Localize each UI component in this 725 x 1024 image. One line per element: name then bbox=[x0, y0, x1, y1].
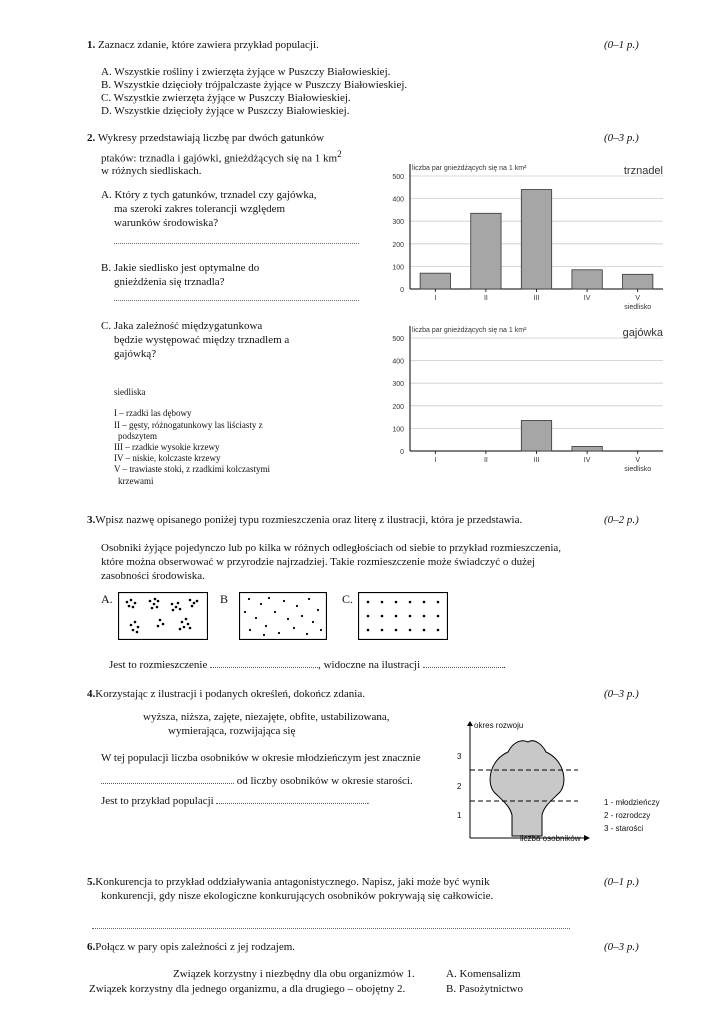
q3-number: 3. bbox=[87, 514, 96, 526]
uniform-dot bbox=[367, 615, 370, 618]
q3-answer-mid: , widoczne na ilustracji bbox=[318, 659, 421, 671]
x-axis-label: siedlisko bbox=[624, 304, 652, 311]
q2-number: 2. bbox=[87, 132, 96, 144]
q5-answer-field[interactable] bbox=[92, 928, 570, 929]
q2-a-line1: A. Który z tych gatunków, trznadel czy gajówka, bbox=[101, 189, 317, 201]
uniform-dot bbox=[367, 629, 370, 632]
bar-V bbox=[623, 274, 653, 289]
y-tick-label: 200 bbox=[392, 241, 404, 249]
illustration-letter-field[interactable] bbox=[423, 658, 503, 668]
uniform-dot bbox=[409, 615, 412, 618]
q6-text: Połącz w pary opis zależności z jej rodzajem. bbox=[95, 941, 296, 953]
x-tick-label: V bbox=[635, 295, 641, 302]
uniform-dot bbox=[395, 601, 398, 604]
uniform-dot bbox=[437, 601, 440, 604]
y-tick-label: 100 bbox=[392, 426, 404, 434]
q3-points: (0–2 p.) bbox=[604, 514, 639, 526]
q5-text1: Konkurencja to przykład oddziaływania antagonistycznego. Napisz, jaki może być wynik bbox=[95, 876, 490, 888]
q2-intro3: w różnych siedliskach. bbox=[101, 165, 202, 177]
q2-points: (0–3 p.) bbox=[604, 132, 639, 144]
x-tick-label: III bbox=[533, 457, 540, 464]
q6-points: (0–3 p.) bbox=[604, 941, 639, 953]
q1-points: (0–1 p.) bbox=[604, 39, 639, 51]
x-tick-label: IV bbox=[583, 295, 591, 302]
x-tick-label: I bbox=[434, 295, 437, 302]
q4-blank-1[interactable] bbox=[101, 774, 234, 784]
x-tick-label: V bbox=[635, 457, 641, 464]
q1-option-c[interactable]: C. Wszystkie zwierzęta żyjące w Puszczy Białowieskiej. bbox=[101, 92, 351, 104]
q4-sentence-2 bbox=[101, 774, 413, 787]
y-tick-label: 500 bbox=[392, 174, 404, 181]
habitat-legend-1: I – rzadki las dębowy bbox=[114, 408, 192, 418]
q3-answer-line bbox=[109, 658, 506, 671]
q4-points: (0–3 p.) bbox=[604, 688, 639, 700]
q2-intro2: ptaków: trznadla i gajówki, gnieżdżących się na 1 km bbox=[101, 152, 338, 165]
age-legend-1: 1 - młodzieńczy bbox=[604, 798, 660, 807]
x-axis-label: siedlisko bbox=[624, 466, 652, 473]
illustration-label-b: B bbox=[220, 592, 229, 606]
chart-trznadel bbox=[375, 158, 675, 313]
chart-title: trznadel bbox=[623, 165, 663, 177]
x-tick-label: II bbox=[483, 295, 488, 302]
q2-b-answer-field[interactable] bbox=[114, 300, 359, 301]
q2-b-line1: B. Jakie siedlisko jest optymalne do bbox=[101, 262, 260, 274]
q3-answer-end: . bbox=[502, 659, 506, 671]
q4-sentence-3 bbox=[101, 794, 369, 807]
bar-IV bbox=[572, 270, 602, 289]
uniform-dot bbox=[423, 615, 426, 618]
q2-a-line2: ma szeroki zakres tolerancji względem bbox=[114, 203, 286, 215]
level-3: 3 bbox=[457, 752, 462, 761]
uniform-dot bbox=[395, 629, 398, 632]
q2-sup: 2 bbox=[337, 149, 342, 159]
q2-c-line2: będzie występować między trznadlem a bbox=[114, 334, 290, 346]
q6-left-1[interactable]: Związek korzystny i niezbędny dla obu organizmów 1. bbox=[173, 968, 415, 980]
y-axis-label: liczba par gnieżdżących się na 1 km² bbox=[412, 165, 527, 172]
q3-text: Wpisz nazwę opisanego poniżej typu rozmieszczenia oraz literę z ilustracji, która je przedstawia. bbox=[95, 514, 523, 526]
q6-left-2[interactable]: Związek korzystny dla jednego organizmu, a dla drugiego – obojętny 2. bbox=[89, 983, 406, 995]
uniform-dot bbox=[409, 601, 412, 604]
y-tick-label: 0 bbox=[400, 449, 404, 456]
y-tick-label: 500 bbox=[392, 336, 404, 343]
q3-header bbox=[87, 514, 522, 526]
y-tick-label: 0 bbox=[400, 287, 404, 294]
y-tick-label: 300 bbox=[392, 219, 404, 227]
q6-number: 6. bbox=[87, 941, 96, 953]
q2-b-line2: gnieżdżenia się trznadla? bbox=[114, 276, 225, 288]
q4-number: 4. bbox=[87, 688, 96, 700]
habitat-legend-5b: krzewami bbox=[118, 476, 154, 486]
uniform-dot bbox=[367, 601, 370, 604]
habitat-legend-2b: podszytem bbox=[118, 431, 157, 441]
q2-intro1: Wykresy przedstawiają liczbę par dwóch gatunków bbox=[97, 132, 325, 144]
age-legend-2: 2 - rozrodczy bbox=[604, 811, 651, 820]
uniform-dot bbox=[437, 615, 440, 618]
population-age-chart bbox=[450, 720, 605, 850]
y-tick-label: 300 bbox=[392, 381, 404, 389]
illustration-a-clumped bbox=[118, 592, 208, 640]
population-shape bbox=[490, 741, 564, 836]
uniform-dot bbox=[423, 601, 426, 604]
distribution-type-field[interactable] bbox=[210, 658, 318, 668]
bar-III bbox=[521, 190, 551, 289]
habitat-legend-2: II – gęsty, różnogatunkowy las liściasty z bbox=[114, 420, 263, 430]
q4-s3-end: . bbox=[366, 795, 370, 807]
y-tick-label: 400 bbox=[392, 358, 404, 366]
q6-right-b[interactable]: B. Pasożytnictwo bbox=[446, 983, 523, 995]
illustration-label-c: C. bbox=[342, 592, 354, 606]
q1-option-b[interactable]: B. Wszystkie dzięcioły trójpalczaste żyjące w Puszczy Białowieskiej. bbox=[101, 79, 408, 91]
y-tick-label: 100 bbox=[392, 264, 404, 272]
chart-ylabel-okres: okres rozwoju bbox=[474, 721, 524, 730]
q6-header bbox=[87, 941, 295, 953]
q5-points: (0–1 p.) bbox=[604, 876, 639, 888]
q1-number: 1. bbox=[87, 39, 96, 51]
q2-c-line3: gajówką? bbox=[114, 348, 157, 360]
q4-s3-text: Jest to przykład populacji bbox=[101, 795, 214, 807]
bar-II bbox=[471, 213, 501, 289]
habitat-legend-4: IV – niskie, kolczaste krzewy bbox=[114, 453, 221, 463]
age-legend-3: 3 - starości bbox=[604, 824, 644, 833]
q4-words-2: wymierająca, rozwijająca się bbox=[168, 725, 296, 737]
q2-intro-line1 bbox=[87, 132, 324, 144]
q5-line1 bbox=[87, 876, 490, 888]
q4-words-1: wyższa, niższa, zajęte, niezajęte, obfite, ustabilizowana, bbox=[143, 711, 390, 723]
uniform-dot bbox=[381, 601, 384, 604]
q3-desc-3: zasobności środowiska. bbox=[101, 570, 205, 582]
habitat-legend-title: siedliska bbox=[114, 387, 146, 397]
q4-text: Korzystając z ilustracji i podanych określeń, dokończ zdania. bbox=[95, 688, 365, 700]
q4-sentence-1: W tej populacji liczba osobników w okresie młodzieńczym jest znacznie bbox=[101, 752, 421, 764]
habitat-legend-3: III – rzadkie wysokie krzewy bbox=[114, 442, 220, 452]
illustration-b-random bbox=[239, 592, 327, 640]
bar-I bbox=[420, 273, 450, 289]
uniform-dot bbox=[423, 629, 426, 632]
q3-desc-1: Osobniki żyjące pojedynczo lub po kilka w różnych odległościach od siebie to przykład rozmieszczenia, bbox=[101, 542, 562, 554]
q6-right-a[interactable]: A. Komensalizm bbox=[446, 968, 521, 980]
x-tick-label: IV bbox=[583, 457, 591, 464]
level-2: 2 bbox=[457, 782, 462, 791]
q2-c-line1: C. Jaka zależność międzygatunkowa bbox=[101, 320, 263, 332]
chart-xlabel-liczba: liczba osobników bbox=[520, 834, 581, 843]
q3-desc-2: które można obserwować w przyrodzie najrzadziej. Takie rozmieszczenie może świadczyć o dużej bbox=[101, 556, 535, 568]
q2-intro-line2 bbox=[101, 149, 342, 165]
y-axis-label: liczba par gnieżdżących się na 1 km² bbox=[412, 327, 527, 334]
q1-text: Zaznacz zdanie, które zawiera przykład populacji. bbox=[98, 39, 319, 51]
q4-header bbox=[87, 688, 365, 700]
x-tick-label: I bbox=[434, 457, 437, 464]
q1-option-d[interactable]: D. Wszystkie dzięcioły żyjące w Puszczy Białowieskiej. bbox=[101, 105, 350, 117]
x-tick-label: III bbox=[533, 295, 540, 302]
q4-s2-text: od liczby osobników w okresie starości. bbox=[236, 775, 413, 787]
habitat-legend-5: V – trawiaste stoki, z rzadkimi kolczastymi bbox=[114, 464, 271, 474]
q4-blank-2[interactable] bbox=[216, 794, 366, 804]
illustration-label-a: A. bbox=[101, 592, 113, 606]
q2-a-answer-field[interactable] bbox=[114, 243, 359, 244]
bar-III bbox=[521, 420, 551, 451]
illustration-c-uniform bbox=[358, 592, 448, 640]
uniform-dot bbox=[437, 629, 440, 632]
q5-number: 5. bbox=[87, 876, 96, 888]
uniform-dot bbox=[381, 629, 384, 632]
chart-gajowka bbox=[375, 320, 675, 475]
uniform-dot bbox=[381, 615, 384, 618]
y-tick-label: 400 bbox=[392, 196, 404, 204]
level-1: 1 bbox=[457, 811, 462, 820]
q5-text2: konkurencji, gdy nisze ekologiczne konkurujących osobników pokrywają się całkowicie. bbox=[101, 890, 494, 902]
uniform-dot bbox=[395, 615, 398, 618]
q3-answer-start: Jest to rozmieszczenie bbox=[109, 659, 208, 671]
q2-a-line3: warunków środowiska? bbox=[114, 217, 219, 229]
q1-header bbox=[87, 39, 319, 51]
y-tick-label: 200 bbox=[392, 403, 404, 411]
chart-title: gajówka bbox=[622, 327, 663, 339]
uniform-dot bbox=[409, 629, 412, 632]
q1-option-a[interactable]: A. Wszystkie rośliny i zwierzęta żyjące w Puszczy Białowieskiej. bbox=[101, 66, 391, 78]
bar-IV bbox=[572, 446, 602, 451]
x-tick-label: II bbox=[483, 457, 488, 464]
